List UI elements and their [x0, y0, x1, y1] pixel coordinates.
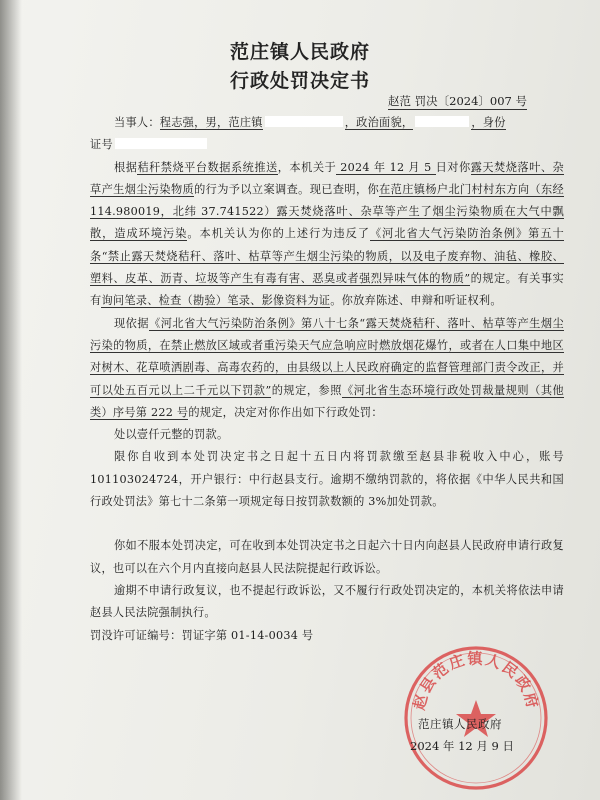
- document-number: 赵范 罚决〔2024〕007 号: [388, 94, 528, 108]
- text-span: 。你放弃陈述、申辩和听证权利。: [330, 294, 502, 308]
- redaction-block: [415, 116, 469, 127]
- text-span: 根据: [114, 160, 138, 174]
- signature-date: 2024 年 12 月 9 日: [410, 739, 514, 753]
- license-number: 罚没许可证编号：罚证字第 01-14-0034 号: [90, 628, 314, 642]
- document-title: 范庄镇人民政府: [229, 41, 370, 63]
- party-political: ，政治面貌，: [344, 116, 414, 129]
- paragraph-appeal: 你如不服本处罚决定，可在收到本处罚决定书之日起六十日内向赵县人民政府申请行政复议，也可以在六个月内直接向赵县人民法院提起行政诉讼。: [90, 539, 564, 575]
- text-span: 现依据: [114, 316, 150, 330]
- penalty-basis: 《河北省大气污染防治条例》第八十七条“露天焚烧秸秆、落叶、枯草等产生烟尘污染的物质，在禁止燃放区域或者重污染天气应急响应时燃放烟花爆竹，或者在人口集中地区对树木、花草喷洒剧毒、高毒农药的，由县级以上人民政府确定的监督管理部门责令改正，并可以处五百元以上二千元以下罚款”: [90, 316, 564, 397]
- party-id-label: 证号: [90, 138, 113, 152]
- spacer: [90, 513, 564, 535]
- case-date: 2024 年 12 月 5: [336, 160, 436, 174]
- source-system: 秸秆禁烧平台数据系统推送: [137, 160, 278, 174]
- case-description: 露天焚烧落叶、杂草产生烟尘污染物质: [90, 160, 564, 196]
- text-span: 的规定，决定对你作出如下行政处罚：: [188, 405, 383, 419]
- paragraph-enforcement: 逾期不申请行政复议，也不提起行政诉讼，又不履行行政处罚决定的，本机关将依法申请赵县人民法院强制执行。: [90, 583, 564, 620]
- document-body: [90, 112, 564, 647]
- case-location: 在范庄镇杨户北门村村东方向（东经 114.980019，北纬 37.741522）露天焚烧落叶、杂草等产生了烟尘污染物质在大气中飘散，造成环境污染: [90, 182, 564, 241]
- penalty-amount: 处以壹仟元整的罚款。: [114, 428, 229, 442]
- paragraph-payment: 限你自收到本处罚决定书之日起十五日内将罚款缴至赵县非税收入中心，账号 101103024724，开户银行：中行赵县支行。逾期不缴纳罚款的，将依据《中华人民共和国行政处罚法》第七十二条第一项规定每日按罚款数额的 3%加处罚款。: [90, 450, 564, 509]
- paragraph-basis: [90, 313, 564, 424]
- party-name: 程志强，男，范庄镇: [159, 116, 263, 129]
- text-span: 。本机关认为你的上述行为违反了: [187, 227, 370, 241]
- svg-text:赵县范庄镇人民政府: 赵县范庄镇人民政府: [410, 649, 542, 712]
- violated-law: 《河北省大气污染防治条例》第五十条“禁止露天焚烧秸秆、落叶、枯草等产生烟尘污染的物质，以及电子废弃物、油毡、橡胶、塑料、皮革、沥青、垃圾等产生有毒有害、恶臭或者强烈异味气体的物质”: [90, 227, 564, 286]
- party-info: [90, 112, 564, 134]
- document-subtitle: 行政处罚决定书: [229, 70, 370, 92]
- text-span: 的行为予以立案调查。现已查明，你: [194, 182, 380, 196]
- evidence: 询问笔录、检查（勘验）笔录、影像资料为证: [101, 294, 331, 308]
- signature-organization: 范庄镇人民政府: [418, 717, 502, 731]
- text-span: 日对你: [435, 160, 471, 174]
- text-span: 的规定，参照: [271, 383, 342, 397]
- redaction-block: [265, 116, 343, 127]
- text-span: ，本机关于: [277, 160, 337, 174]
- discretion-reference: 《河北省生态环境行政处罚裁量规则（其他类）序号第 222 号: [90, 383, 564, 419]
- text-span: 的规定。有关事实有: [90, 272, 564, 308]
- party-prefix: 当事人：: [114, 116, 160, 129]
- paragraph-facts: [90, 157, 564, 313]
- redaction-block: [115, 138, 207, 149]
- party-id-line: [90, 134, 564, 156]
- party-id-prefix: ，身份: [471, 116, 506, 129]
- page-shadow: [0, 0, 22, 800]
